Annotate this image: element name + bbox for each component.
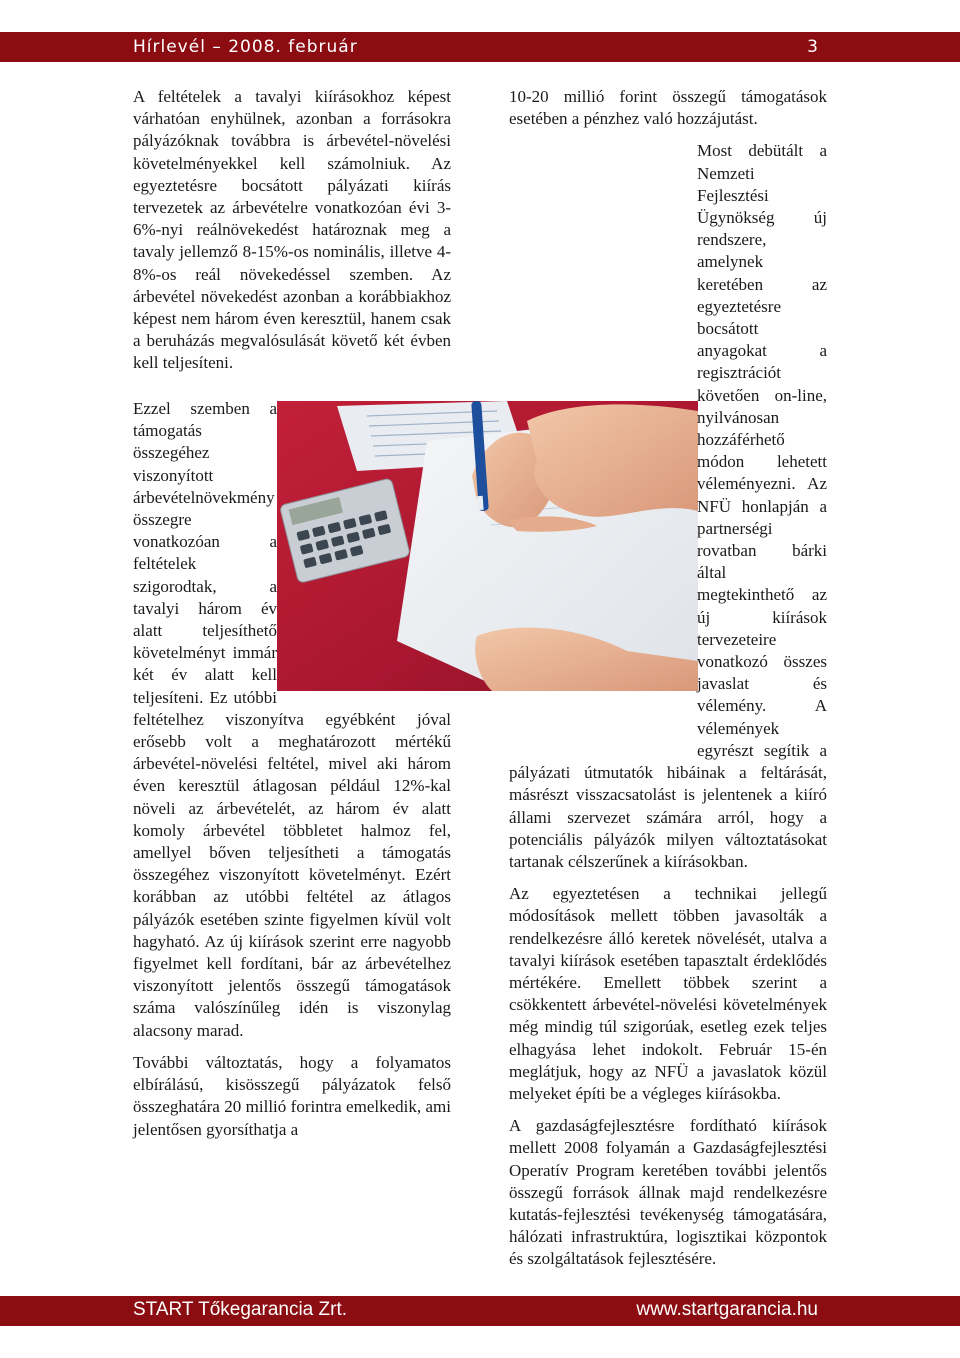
paragraph-part: A feltételek a tavalyi kiírásokhoz képest várhatóan enyhülnek, azonban a forrásokra pályázóknak továbbra is árbevétel-növelési követelményekkel kell számolniuk. Az egyeztetésre bocsátott pályázati kiírás tervezetek az árbevételre vonatkozóan évi 3-6%-nyi reálnövekedést határoznak meg a tavaly jellemző 8-15%-os nominális, illetve 4-8%-os reál növekedéssel szemben. Az árbevétel növekedést azonban a korábbiakhoz képest nem három éven keresztül, hanem csak a beruházás megvalósulását követő két évben kell teljesíteni. bbox=[133, 87, 451, 373]
footer-company: START Tőkegarancia Zrt. bbox=[133, 1299, 348, 1320]
left-column-wrap bbox=[133, 398, 451, 1151]
footer-bar bbox=[0, 1296, 960, 1326]
right-column bbox=[509, 86, 827, 1281]
photo-spacer bbox=[277, 398, 451, 694]
paragraph: Az egyeztetésen a technikai jellegű módosítások mellett többen javasolták a rendelkezésre álló keretek növelését, utalva a tavalyi kiírások esetében tapasztalt érdeklődés mértékére. Emellett többek szerint a csökkentett árbevétel-növelési követelmények még mindig túl szigorúak, esetleg ezek teljes elhagyása lehet indokolt. Február 15-én meglátjuk, hogy az NFÜ a javaslatok közül melyeket építi be a végleges kiírásokba. bbox=[509, 884, 827, 1103]
paragraph: A gazdaságfejlesztésre fordítható kiírások mellett 2008 folyamán a Gazdaságfejlesztési Operatív Program keretében további jelentős összegű források állnak majd rendelkezésre kutatás-fejlesztési tevékenység támogatására, hálózati infrastruktúra, logisztikai központok és szolgáltatások fejlesztésére. bbox=[509, 1116, 827, 1269]
paragraph: Ezzel szemben a támogatás összegéhez viszonyított árbevételnövekmény összegre vonatkozóan a feltételek szigorodtak, a tavalyi három év alatt teljesíthető követelményt immár két év alatt kell teljesíteni. Ez utóbbi feltételhez viszonyítva egyébként jóval erősebb volt a meghatározott mértékű árbevétel-növelési feltétel, mivel aki három éven keresztül átlagosan például 12%-kal növeli az árbevételét, az három év alatt komoly árbevétel többletet halmoz fel, amellyel bőven teljesítheti a támogatás összegéhez viszonyított követelményt. Ezért korábban az utóbbi feltétel az átlagos pályázók esetében szinte figyelmen kívül volt hagyható. Az új kiírások szerint erre nagyobb figyelmet kell fordítani, bár az árbevételhez viszonyított jelentős összegű támogatások száma valószínűleg idén is viszonylag alacsony marad. bbox=[133, 399, 451, 1040]
paragraph bbox=[133, 86, 451, 375]
paragraph: További változtatás, hogy a folyamatos elbírálású, kisösszegű pályázatok felső összeghatára 20 millió forintra emelkedik, ami jelentősen gyorsíthatja a bbox=[133, 1052, 451, 1139]
left-column bbox=[133, 86, 451, 385]
photo-spacer-right bbox=[497, 448, 697, 744]
newsletter-title: Hírlevél – 2008. február bbox=[133, 37, 358, 57]
page-number: 3 bbox=[807, 37, 818, 57]
header-bar bbox=[0, 32, 960, 62]
paragraph: 10-20 millió forint összegű támogatások esetében a pénzhez való hozzájutást. bbox=[509, 87, 827, 129]
footer-website-link[interactable]: www.startgarancia.hu bbox=[636, 1299, 818, 1320]
paragraph: Most debütált a Nemzeti Fejlesztési Ügynökség új rendszere, amelynek keretében az egyeztetésre bocsátott anyagokat a regisztrációt követően on-line, nyilvánosan hozzáférhető módon lehetett véleményezni. Az NFÜ honlapján a partnerségi rovatban bárki által megtekinthető az új kiírások tervezeteire vonatkozó összes javaslat és vélemény. A vélemények egyrészt segítik a pályázati útmutatók hibáinak a feltárását, másrészt visszacsatolást is jelentenek a kiíró állami szervezet számára arról, hogy a potenciális pályázók milyen változtatásokat tartanak célszerűnek a kiírásokban. bbox=[509, 141, 827, 871]
